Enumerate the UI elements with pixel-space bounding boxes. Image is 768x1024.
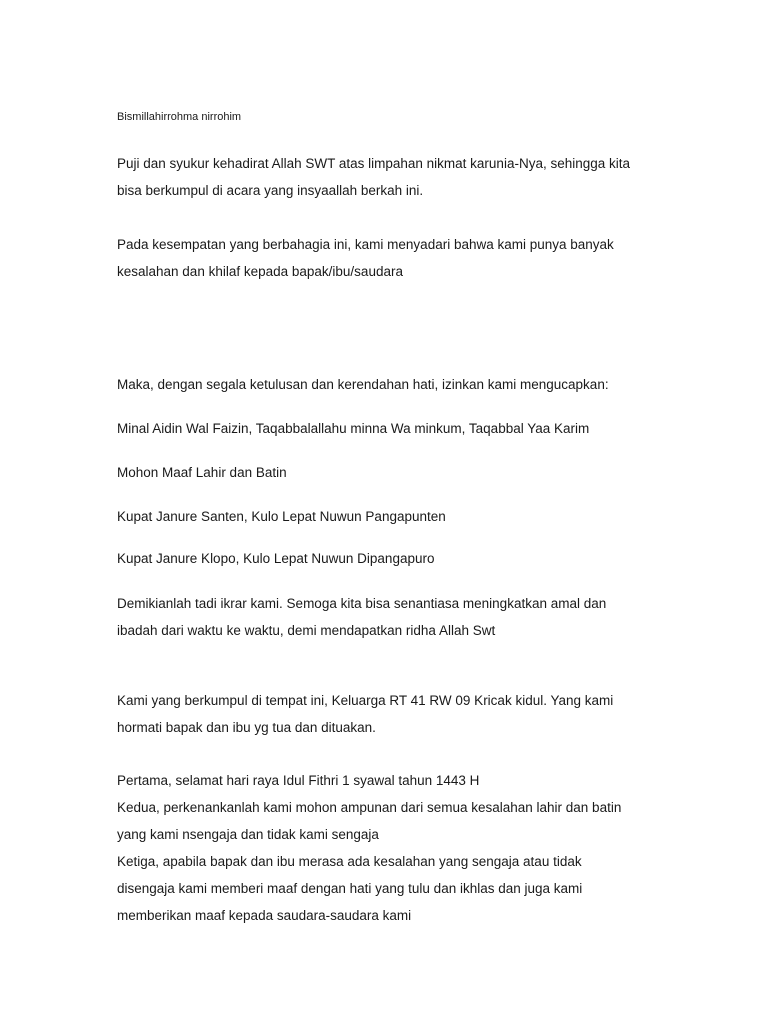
paragraph-line: Kedua, perkenankanlah kami mohon ampunan dari semua kesalahan lahir dan batin	[117, 800, 622, 815]
paragraph-line: disengaja kami memberi maaf dengan hati yang tulu dan ikhlas dan juga kami	[117, 881, 583, 896]
paragraph-line: Pertama, selamat hari raya Idul Fithri 1 syawal tahun 1443 H	[117, 773, 480, 788]
paragraph-line: Minal Aidin Wal Faizin, Taqabbalallahu minna Wa minkum, Taqabbal Yaa Karim	[117, 421, 590, 436]
paragraph-line: Maka, dengan segala ketulusan dan kerendahan hati, izinkan kami mengucapkan:	[117, 377, 609, 392]
paragraph-line: bisa berkumpul di acara yang insyaallah berkah ini.	[117, 183, 424, 198]
paragraph-line: yang kami nsengaja dan tidak kami sengaja	[117, 827, 379, 842]
paragraph-line: Ketiga, apabila bapak dan ibu merasa ada kesalahan yang sengaja atau tidak	[117, 854, 582, 869]
paragraph-line: kesalahan dan khilaf kepada bapak/ibu/saudara	[117, 264, 403, 279]
paragraph-line: Kami yang berkumpul di tempat ini, Keluarga RT 41 RW 09 Kricak kidul. Yang kami	[117, 693, 614, 708]
paragraph-line: memberikan maaf kepada saudara-saudara kami	[117, 908, 412, 923]
paragraph-line: Kupat Janure Klopo, Kulo Lepat Nuwun Dipangapuro	[117, 551, 435, 566]
paragraph-line: ibadah dari waktu ke waktu, demi mendapatkan ridha Allah Swt	[117, 623, 496, 638]
paragraph-line: Demikianlah tadi ikrar kami. Semoga kita bisa senantiasa meningkatkan amal dan	[117, 596, 607, 611]
paragraph-line: Puji dan syukur kehadirat Allah SWT atas limpahan nikmat karunia-Nya, sehingga kita	[117, 156, 631, 171]
paragraph-line: Pada kesempatan yang berbahagia ini, kami menyadari bahwa kami punya banyak	[117, 237, 614, 252]
paragraph-line: hormati bapak dan ibu yg tua dan dituakan.	[117, 720, 376, 735]
paragraph-line: Kupat Janure Santen, Kulo Lepat Nuwun Pangapunten	[117, 509, 446, 524]
paragraph-line: Mohon Maaf Lahir dan Batin	[117, 465, 287, 480]
document-heading: Bismillahirrohma nirrohim	[117, 111, 242, 123]
